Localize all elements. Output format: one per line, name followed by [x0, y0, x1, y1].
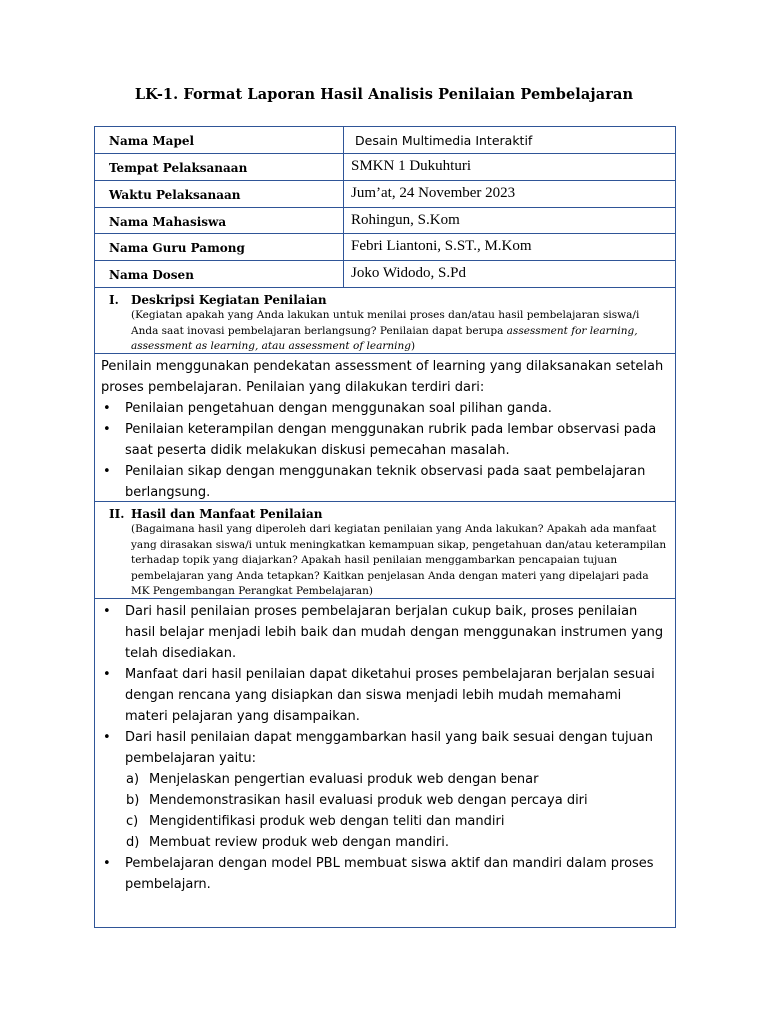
bullet-icon: •	[103, 604, 111, 619]
list-item-text: Penilaian pengetahuan dengan menggunakan soal pilihan ganda.	[125, 401, 552, 416]
value-nama-dosen: Joko Widodo, S.Pd	[351, 265, 466, 281]
section-1-header	[95, 288, 675, 354]
row-nama-mahasiswa	[95, 208, 675, 234]
sub-list-text: Mendemonstrasikan hasil evaluasi produk web dengan percaya diri	[149, 793, 588, 808]
label-waktu-pelaksanaan: Waktu Pelaksanaan	[95, 181, 344, 207]
row-waktu-pelaksanaan	[95, 181, 675, 208]
sub-list-text: Membuat review produk web dengan mandiri.	[149, 835, 450, 850]
value-nama-guru-pamong: Febri Liantoni, S.ST., M.Kom	[351, 238, 532, 254]
sub-list-letter: a)	[126, 772, 140, 787]
section-1-body	[95, 354, 675, 502]
list-item-text: Dari hasil penilaian dapat menggambarkan hasil yang baik sesuai dengan tujuan pembelajaran yaitu:	[125, 730, 654, 766]
bullet-icon: •	[103, 422, 111, 437]
section-2-heading	[109, 507, 322, 521]
list-item	[101, 664, 665, 727]
section-1-desc-end: )	[411, 340, 416, 352]
list-item	[101, 601, 665, 664]
label-nama-dosen: Nama Dosen	[95, 261, 344, 287]
sub-list-letter: b)	[126, 793, 140, 808]
section-2-description: (Bagaimana hasil yang diperoleh dari kegiatan penilaian yang Anda lakukan? Apakah ada manfaat yang dirasakan siswa/i untuk meningkatkan kemampuan sikap, pengetahuan dan/atau keterampilan terhadap topik yang diajarkan? Apakah hasil penilaian menggambarkan pencapaian tujuan pembelajaran yang Anda tetapkan? Kaitkan penjelasan Anda dengan materi yang dipelajari pada MK Pengembangan Perangkat Pembelajaran)	[131, 523, 667, 597]
bullet-icon: •	[103, 856, 111, 871]
sub-list-item	[101, 832, 665, 853]
value-nama-mahasiswa: Rohingun, S.Kom	[351, 212, 460, 228]
row-nama-guru-pamong	[95, 234, 675, 261]
list-item	[101, 461, 665, 503]
sub-list-text: Menjelaskan pengertian evaluasi produk web dengan benar	[149, 772, 539, 787]
list-item-text: Penilaian keterampilan dengan menggunakan rubrik pada lembar observasi pada saat peserta didik melakukan diskusi pemecahan masalah.	[125, 422, 657, 458]
label-nama-mahasiswa: Nama Mahasiswa	[95, 208, 344, 233]
section-1-heading	[109, 293, 327, 307]
section-1-content	[101, 356, 665, 503]
section-2-title: Hasil dan Manfaat Penilaian	[131, 507, 323, 521]
list-item-text: Manfaat dari hasil penilaian dapat diketahui proses pembelajaran berjalan sesuai dengan rencana yang disiapkan dan siswa menjadi lebih mudah memahami materi pelajaran yang disampaikan.	[125, 667, 655, 724]
section-2-number: II.	[109, 507, 125, 521]
section-1-number: I.	[109, 293, 119, 307]
page-title: LK-1. Format Laporan Hasil Analisis Penilaian Pembelajaran	[134, 86, 634, 103]
bullet-icon: •	[103, 667, 111, 682]
section-2-body	[95, 599, 675, 927]
list-item-text: Penilaian sikap dengan menggunakan teknik observasi pada saat pembelajaran berlangsung.	[125, 464, 646, 500]
section-1-desc-text: (Kegiatan apakah yang Anda lakukan untuk menilai proses dan/atau hasil pembelajaran siswa/i Anda saat inovasi pembelajaran berlangsung? Penilaian dapat berupa	[131, 309, 640, 337]
report-table	[94, 126, 676, 928]
label-nama-mapel: Nama Mapel	[95, 127, 344, 153]
row-nama-dosen	[95, 261, 675, 288]
bullet-icon: •	[103, 730, 111, 745]
section-2-header	[95, 502, 675, 599]
bullet-icon: •	[103, 401, 111, 416]
section-1-intro: Penilain menggunakan pendekatan assessment of learning yang dilaksanakan setelah proses pembelajaran. Penilaian yang dilakukan terdiri dari:	[101, 359, 664, 395]
sub-list-text: Mengidentifikasi produk web dengan teliti dan mandiri	[149, 814, 505, 829]
section-2-content	[101, 601, 665, 895]
list-item	[101, 419, 665, 461]
sub-list-letter: d)	[126, 835, 140, 850]
value-nama-mapel: Desain Multimedia Interaktif	[355, 133, 533, 148]
section-1-desc-italic: assessment for learning, assessment as learning, atau assessment of learning	[131, 324, 638, 352]
list-item	[101, 398, 665, 419]
label-tempat-pelaksanaan: Tempat Pelaksanaan	[95, 154, 344, 180]
value-waktu-pelaksanaan: Jum’at, 24 November 2023	[351, 185, 516, 201]
list-item-text: Pembelajaran dengan model PBL membuat siswa aktif dan mandiri dalam proses pembelajarn.	[125, 856, 654, 892]
row-tempat-pelaksanaan	[95, 154, 675, 181]
sub-list-item	[101, 811, 665, 832]
sub-list-item	[101, 790, 665, 811]
value-tempat-pelaksanaan: SMKN 1 Dukuhturi	[351, 158, 472, 174]
sub-list-item	[101, 769, 665, 790]
label-nama-guru-pamong: Nama Guru Pamong	[95, 234, 344, 260]
sub-list-letter: c)	[126, 814, 139, 829]
list-item-text: Dari hasil penilaian proses pembelajaran berjalan cukup baik, proses penilaian hasil belajar menjadi lebih baik dan mudah dengan menggunakan instrumen yang telah disediakan.	[125, 604, 664, 661]
section-1-title: Deskripsi Kegiatan Penilaian	[131, 293, 327, 307]
list-item	[101, 727, 665, 769]
row-nama-mapel	[95, 127, 675, 154]
bullet-icon: •	[103, 464, 111, 479]
list-item	[101, 853, 665, 895]
section-1-description	[131, 308, 669, 355]
